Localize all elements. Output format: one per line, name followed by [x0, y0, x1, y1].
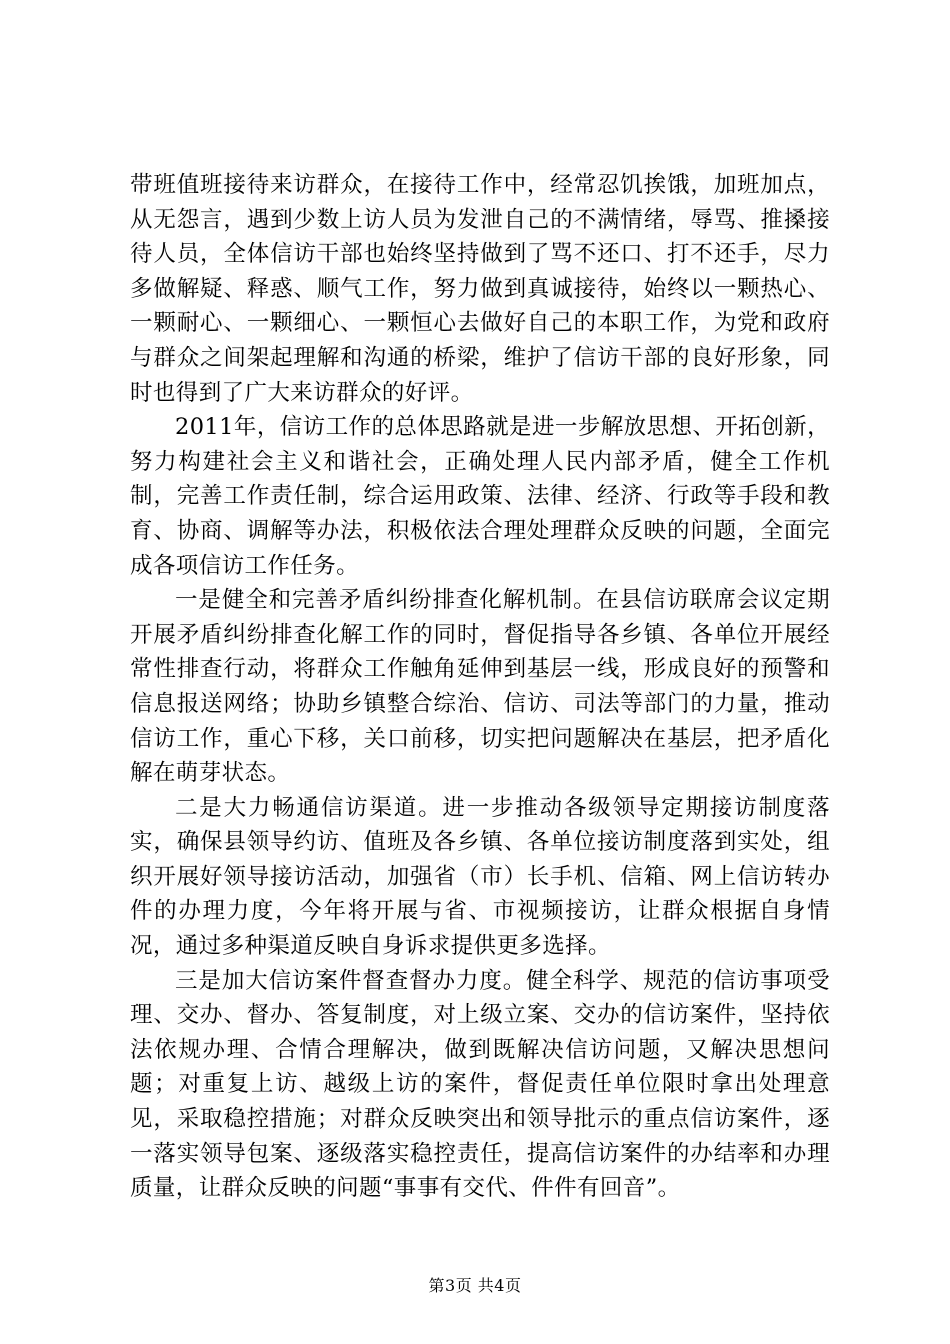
document-body [130, 168, 830, 1206]
paragraph-continuation: 带班值班接待来访群众，在接待工作中，经常忍饥挨饿，加班加点，从无怨言，遇到少数上访人员为发泄自己的不满情绪，辱骂、推搡接待人员，全体信访干部也始终坚持做到了骂不还口、打不还手，尽力多做解疑、释惑、顺气工作，努力做到真诚接待，始终以一颗热心、一颗耐心、一颗细心、一颗恒心去做好自己的本职工作，为党和政府与群众之间架起理解和沟通的桥梁，维护了信访干部的良好形象，同时也得到了广大来访群众的好评。 [130, 172, 830, 406]
page-number: 第3页 共4页 [428, 1276, 522, 1295]
paragraph-point-three: 三是加大信访案件督查督办力度。健全科学、规范的信访事项受理、交办、督办、答复制度，对上级立案、交办的信访案件，坚持依法依规办理、合情合理解决，做到既解决信访问题，又解决思想问题；对重复上访、越级上访的案件，督促责任单位限时拿出处理意见，采取稳控措施；对群众反映突出和领导批示的重点信访案件，逐一落实领导包案、逐级落实稳控责任，提高信访案件的办结率和办理质量，让群众反映的问题“事事有交代、件件有回音”。 [130, 967, 830, 1202]
paragraph-overall-approach: 2011年，信访工作的总体思路就是进一步解放思想、开拓创新，努力构建社会主义和谐社会，正确处理人民内部矛盾，健全工作机制，完善工作责任制，综合运用政策、法律、经济、行政等手段和教育、协商、调解等办法，积极依法合理处理群众反映的问题，全面完成各项信访工作任务。 [130, 414, 830, 579]
page-footer [0, 1276, 950, 1296]
paragraph-point-two: 二是大力畅通信访渠道。进一步推动各级领导定期接访制度落实，确保县领导约访、值班及各乡镇、各单位接访制度落到实处，组织开展好领导接访活动，加强省（市）长手机、信箱、网上信访转办件的办理力度，今年将开展与省、市视频接访，让群众根据自身情况，通过多种渠道反映自身诉求提供更多选择。 [130, 794, 830, 960]
paragraph-point-one: 一是健全和完善矛盾纠纷排查化解机制。在县信访联席会议定期开展矛盾纠纷排查化解工作的同时，督促指导各乡镇、各单位开展经常性排查行动，将群众工作触角延伸到基层一线，形成良好的预警和信息报送网络；协助乡镇整合综治、信访、司法等部门的力量，推动信访工作，重心下移，关口前移，切实把问题解决在基层，把矛盾化解在萌芽状态。 [130, 587, 830, 787]
